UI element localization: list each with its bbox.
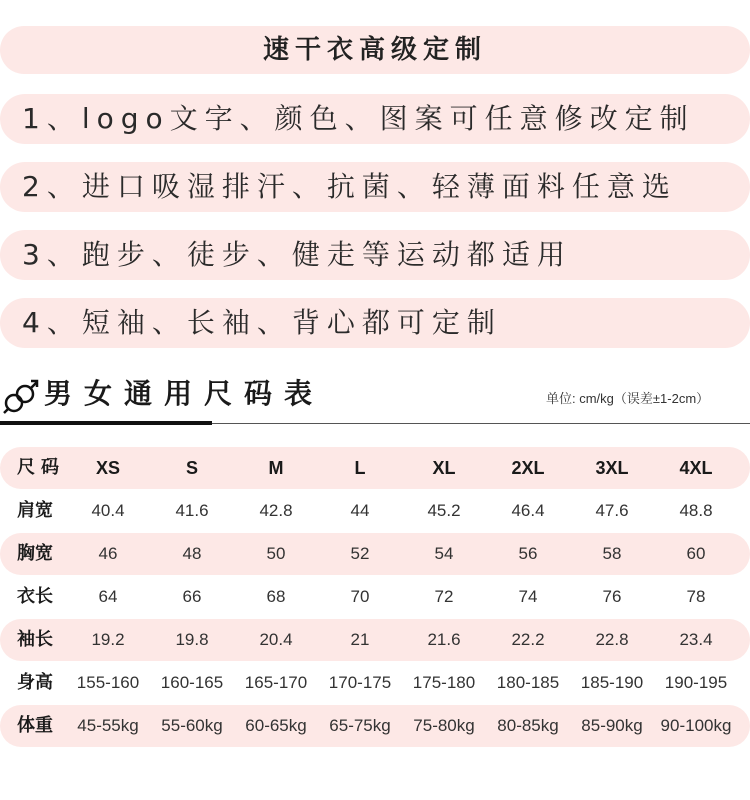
table-row: [0, 533, 750, 575]
row-label: 胸宽: [17, 543, 53, 564]
size-header-cell: 2XL: [511, 458, 545, 478]
size-header-cell: XL: [432, 458, 456, 478]
measurement-cell: 54: [434, 544, 454, 563]
measurement-cell: 19.8: [175, 630, 209, 649]
measurement-cell: 170-175: [328, 673, 392, 692]
table-row: [0, 662, 750, 704]
size-header-cell: M: [268, 458, 284, 478]
title-banner: [0, 26, 750, 74]
measurement-cell: 74: [518, 587, 538, 606]
measurement-cell: 76: [602, 587, 622, 606]
feature-text: 4、短袖、长袖、背心都可定制: [22, 306, 502, 339]
row-label: 肩宽: [17, 500, 53, 521]
header-divider: [212, 423, 750, 424]
measurement-cell: 45.2: [427, 501, 461, 520]
measurement-cell: 175-180: [412, 673, 476, 692]
measurement-cell: 70: [350, 587, 370, 606]
measurement-cell: 22.8: [595, 630, 629, 649]
header-label: 尺码: [17, 457, 65, 478]
measurement-cell: 20.4: [259, 630, 293, 649]
measurement-cell: 160-165: [160, 673, 224, 692]
measurement-cell: 21: [350, 630, 370, 649]
table-row: [0, 576, 750, 618]
size-header-cell: XS: [95, 458, 120, 478]
size-chart-header: [0, 368, 750, 428]
measurement-cell: 22.2: [511, 630, 545, 649]
measurement-cell: 40.4: [91, 501, 125, 520]
feature-text: 1、logo文字、颜色、图案可任意修改定制: [22, 102, 695, 135]
measurement-cell: 48.8: [679, 501, 713, 520]
measurement-cell: 66: [182, 587, 202, 606]
feature-item-2: [0, 162, 750, 212]
unit-note: 单位: cm/kg（误差±1-2cm）: [546, 391, 710, 406]
feature-item-4: [0, 298, 750, 348]
measurement-cell: 42.8: [259, 501, 293, 520]
feature-item-1: [0, 94, 750, 144]
measurement-cell: 46: [98, 544, 118, 563]
feature-text: 3、跑步、徒步、健走等运动都适用: [22, 238, 572, 271]
size-header-cell: 3XL: [595, 458, 629, 478]
row-label: 体重: [17, 715, 53, 736]
measurement-cell: 58: [602, 544, 622, 563]
measurement-cell: 155-160: [76, 673, 140, 692]
table-row: [0, 619, 750, 661]
measurement-cell: 72: [434, 587, 454, 606]
measurement-cell: 41.6: [175, 501, 209, 520]
measurement-cell: 50: [266, 544, 286, 563]
measurement-cell: 190-195: [664, 673, 728, 692]
row-label: 身高: [17, 672, 53, 693]
measurement-cell: 185-190: [580, 673, 644, 692]
table-row: [0, 705, 750, 747]
size-header-cell: 4XL: [679, 458, 713, 478]
measurement-cell: 56: [518, 544, 538, 563]
size-header-cell: S: [185, 458, 198, 478]
measurement-cell: 21.6: [427, 630, 461, 649]
feature-text: 2、进口吸湿排汗、抗菌、轻薄面料任意选: [22, 170, 677, 203]
row-label: 袖长: [17, 629, 53, 650]
measurement-cell: 64: [98, 587, 118, 606]
measurement-cell: 80-85kg: [497, 716, 559, 735]
header-underline: [0, 421, 212, 425]
measurement-cell: 60-65kg: [245, 716, 307, 735]
measurement-cell: 78: [686, 587, 706, 606]
male-female-symbols-icon: [2, 376, 40, 416]
row-label: 衣长: [17, 586, 53, 607]
page-title: 速干衣高级定制: [262, 35, 487, 65]
measurement-cell: 52: [350, 544, 370, 563]
measurement-cell: 90-100kg: [660, 716, 732, 735]
measurement-cell: 180-185: [496, 673, 560, 692]
measurement-cell: 46.4: [511, 501, 545, 520]
measurement-cell: 48: [182, 544, 202, 563]
measurement-cell: 47.6: [595, 501, 629, 520]
measurement-cell: 44: [350, 501, 370, 520]
size-header-cell: L: [354, 458, 366, 478]
measurement-cell: 19.2: [91, 630, 125, 649]
measurement-cell: 75-80kg: [413, 716, 475, 735]
measurement-cell: 60: [686, 544, 706, 563]
feature-item-3: [0, 230, 750, 280]
table-row: [0, 490, 750, 532]
measurement-cell: 45-55kg: [77, 716, 139, 735]
size-header-row: [0, 447, 750, 489]
measurement-cell: 68: [266, 587, 286, 606]
size-chart-title: 男女通用尺码表: [44, 377, 325, 410]
measurement-cell: 23.4: [679, 630, 713, 649]
measurement-cell: 55-60kg: [161, 716, 223, 735]
measurement-cell: 165-170: [244, 673, 308, 692]
measurement-cell: 85-90kg: [581, 716, 643, 735]
measurement-cell: 65-75kg: [329, 716, 391, 735]
